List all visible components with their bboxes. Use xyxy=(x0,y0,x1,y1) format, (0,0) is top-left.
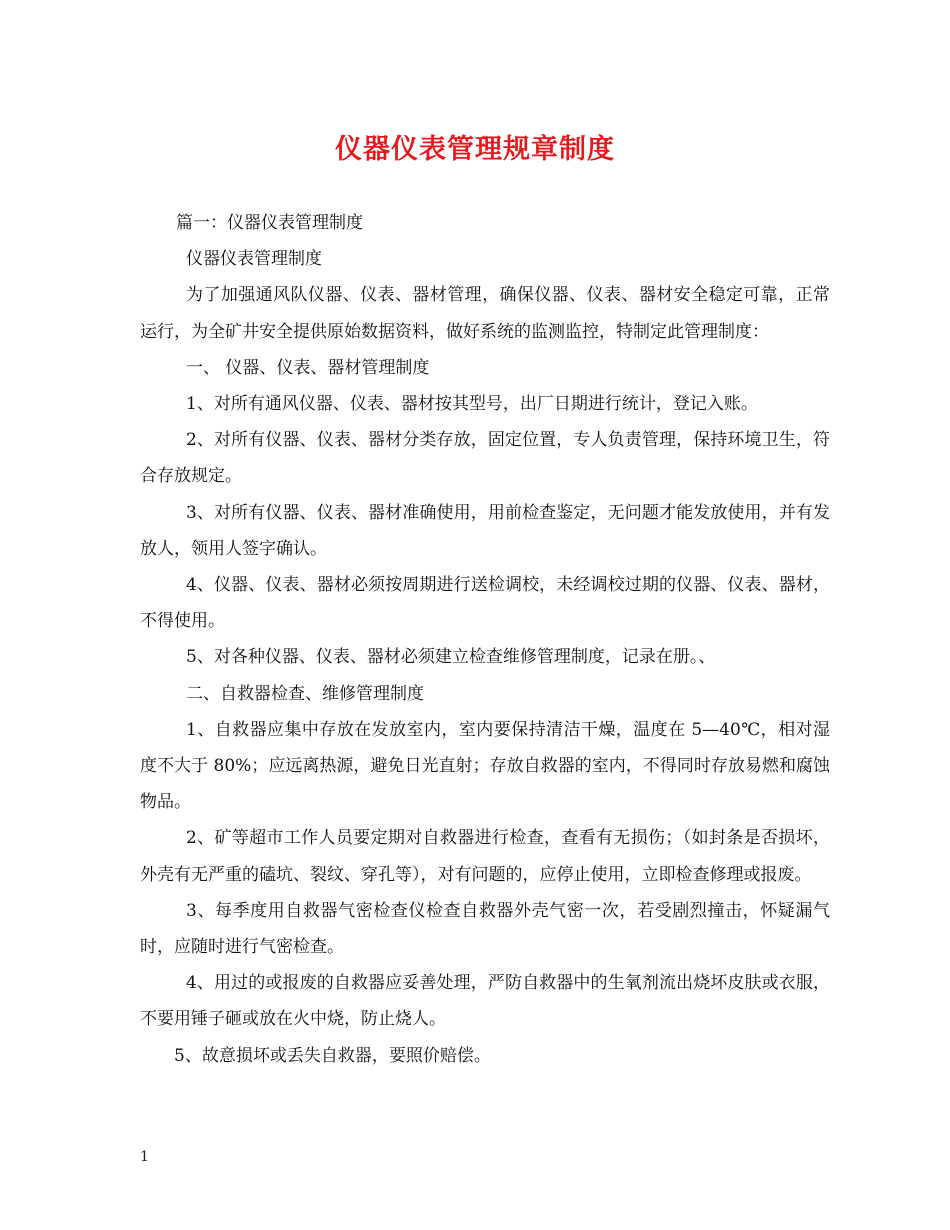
section-heading-instruments: 一、 仪器、仪表、器材管理制度 xyxy=(186,357,430,378)
rule-paragraph: 2、对所有仪器、仪表、器材分类存放，固定位置，专人负责管理，保持环境卫生，符合存放规定。 xyxy=(140,430,830,487)
section-heading-self-rescuer: 二、自救器检查、维修管理制度 xyxy=(186,683,424,704)
rule-paragraph: 4、仪器、仪表、器材必须按周期进行送检调校，未经调校过期的仪器、仪表、器材，不得使用。 xyxy=(140,575,830,632)
rule-paragraph: 3、对所有仪器、仪表、器材准确使用，用前检查鉴定，无问题才能发放使用，并有发放人，领用人签字确认。 xyxy=(140,502,830,559)
subheading: 仪器仪表管理制度 xyxy=(186,249,322,270)
document-title: 仪器仪表管理规章制度 xyxy=(335,134,615,165)
rule-paragraph: 1、自救器应集中存放在发放室内，室内要保持清洁干燥，温度在 5—40℃，相对湿度不大于 80%；应远离热源，避免日光直射；存放自救器的室内，不得同时存放易燃和腐蚀物品。 xyxy=(140,719,830,813)
rule-paragraph: 3、每季度用自救器气密检查仪检查自救器外壳气密一次，若受剧烈撞击，怀疑漏气时，应随时进行气密检查。 xyxy=(140,900,830,958)
rule-paragraph: 2、矿等超市工作人员要定期对自救器进行检查，查看有无损伤；（如封条是否损坏，外壳有无严重的磕坑、裂纹、穿孔等），对有问题的，应停止使用，立即检查修理或报废。 xyxy=(140,828,830,885)
rule-paragraph: 4、用过的或报废的自救器应妥善处理，严防自救器中的生氧剂流出烧坏皮肤或衣服，不要用锤子砸或放在火中烧，防止烧人。 xyxy=(140,973,830,1030)
rule-paragraph: 5、故意损坏或丢失自救器，要照价赔偿。 xyxy=(174,1045,491,1066)
rule-paragraph: 1、对所有通风仪器、仪表、器材按其型号，出厂日期进行统计，登记入账。 xyxy=(186,394,758,415)
document-body xyxy=(140,205,830,1074)
rule-paragraph: 5、对各种仪器、仪表、器材必须建立检查维修管理制度，记录在册。、 xyxy=(186,647,716,668)
intro-paragraph: 为了加强通风队仪器、仪表、器材管理，确保仪器、仪表、器材安全稳定可靠，正常运行，为全矿井安全提供原始数据资料，做好系统的监测监控，特制定此管理制度： xyxy=(140,285,830,342)
page-number: 1 xyxy=(140,1149,149,1165)
section-heading-part-one: 篇一：仪器仪表管理制度 xyxy=(176,213,363,233)
